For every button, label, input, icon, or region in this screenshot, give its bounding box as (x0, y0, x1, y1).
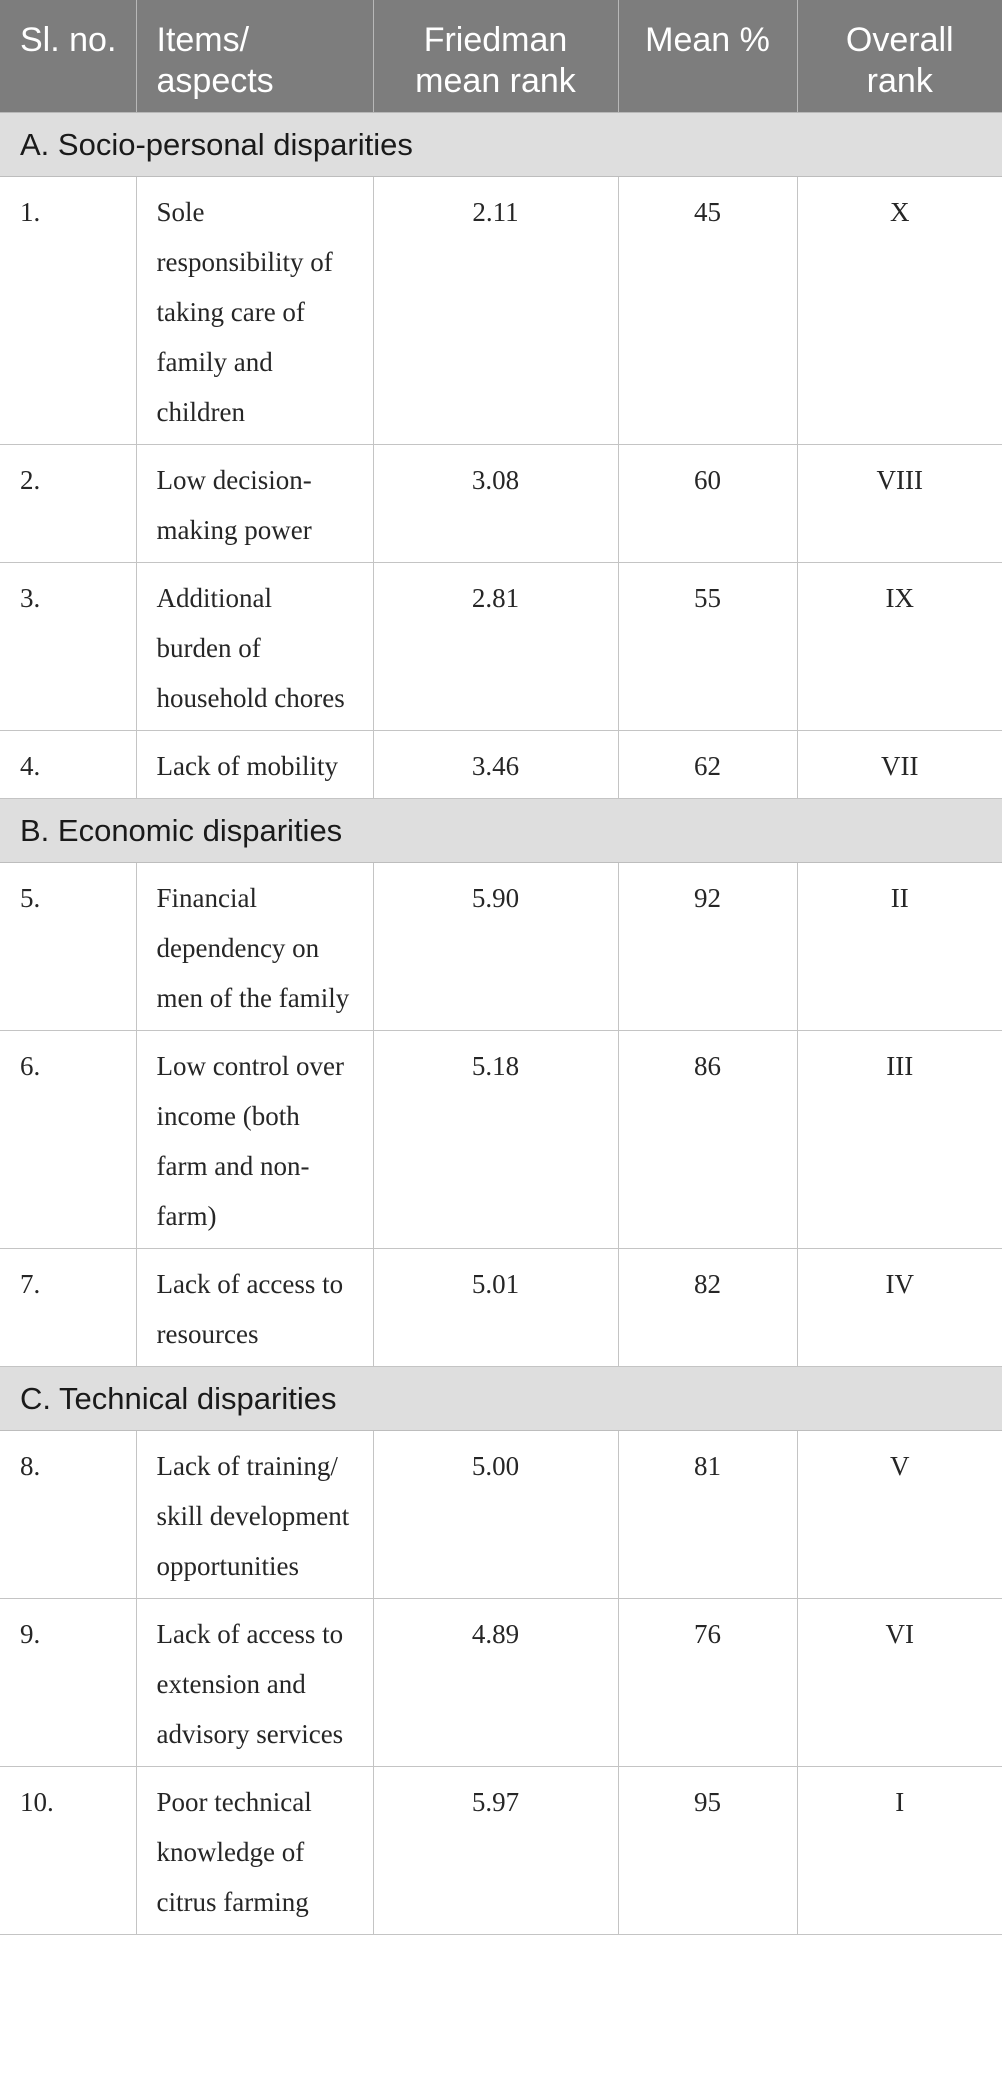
friedman-cell: 2.81 (373, 563, 618, 731)
mean-cell: 86 (618, 1031, 797, 1249)
friedman-cell: 2.11 (373, 177, 618, 445)
friedman-cell: 3.08 (373, 445, 618, 563)
mean-cell: 81 (618, 1431, 797, 1599)
table-header (0, 0, 1002, 113)
sl-no-cell: 9. (0, 1599, 136, 1767)
item-cell: Sole responsibility of taking care of family and children (136, 177, 373, 445)
mean-cell: 62 (618, 731, 797, 799)
table-row (0, 177, 1002, 445)
header-sl-no: Sl. no. (0, 0, 136, 113)
sl-no-cell: 5. (0, 863, 136, 1031)
sl-no-cell: 4. (0, 731, 136, 799)
table-row (0, 1249, 1002, 1367)
item-cell: Additional burden of household chores (136, 563, 373, 731)
rank-cell: I (797, 1767, 1002, 1935)
mean-cell: 95 (618, 1767, 797, 1935)
sl-no-cell: 7. (0, 1249, 136, 1367)
section-row-economic (0, 799, 1002, 863)
table-row (0, 1431, 1002, 1599)
rank-cell: III (797, 1031, 1002, 1249)
sl-no-cell: 2. (0, 445, 136, 563)
item-cell: Low control over income (both farm and non-farm) (136, 1031, 373, 1249)
table-body (0, 113, 1002, 1935)
mean-cell: 76 (618, 1599, 797, 1767)
table-row (0, 731, 1002, 799)
item-cell: Financial dependency on men of the family (136, 863, 373, 1031)
table-row (0, 445, 1002, 563)
rank-cell: II (797, 863, 1002, 1031)
table-row (0, 1767, 1002, 1935)
table-row (0, 563, 1002, 731)
friedman-cell: 3.46 (373, 731, 618, 799)
friedman-cell: 4.89 (373, 1599, 618, 1767)
header-friedman-mean-rank: Friedman mean rank (373, 0, 618, 113)
rank-cell: X (797, 177, 1002, 445)
section-title: A. Socio-personal disparities (0, 113, 1002, 177)
table-row (0, 1031, 1002, 1249)
item-cell: Lack of access to extension and advisory services (136, 1599, 373, 1767)
mean-cell: 82 (618, 1249, 797, 1367)
item-cell: Low decision-making power (136, 445, 373, 563)
mean-cell: 92 (618, 863, 797, 1031)
friedman-cell: 5.00 (373, 1431, 618, 1599)
section-title: B. Economic disparities (0, 799, 1002, 863)
rank-cell: IX (797, 563, 1002, 731)
friedman-cell: 5.01 (373, 1249, 618, 1367)
sl-no-cell: 1. (0, 177, 136, 445)
section-title: C. Technical disparities (0, 1367, 1002, 1431)
sl-no-cell: 10. (0, 1767, 136, 1935)
section-row-technical (0, 1367, 1002, 1431)
table-row (0, 1599, 1002, 1767)
section-row-socio-personal (0, 113, 1002, 177)
mean-cell: 60 (618, 445, 797, 563)
sl-no-cell: 3. (0, 563, 136, 731)
rank-cell: VII (797, 731, 1002, 799)
mean-cell: 45 (618, 177, 797, 445)
sl-no-cell: 6. (0, 1031, 136, 1249)
rank-cell: VI (797, 1599, 1002, 1767)
rank-cell: V (797, 1431, 1002, 1599)
mean-cell: 55 (618, 563, 797, 731)
item-cell: Lack of training/ skill development opportunities (136, 1431, 373, 1599)
sl-no-cell: 8. (0, 1431, 136, 1599)
friedman-cell: 5.97 (373, 1767, 618, 1935)
header-mean-percent: Mean % (618, 0, 797, 113)
rank-cell: VIII (797, 445, 1002, 563)
header-items: Items/ aspects (136, 0, 373, 113)
header-row (0, 0, 1002, 113)
item-cell: Lack of mobility (136, 731, 373, 799)
header-overall-rank: Overall rank (797, 0, 1002, 113)
rank-cell: IV (797, 1249, 1002, 1367)
friedman-cell: 5.18 (373, 1031, 618, 1249)
friedman-cell: 5.90 (373, 863, 618, 1031)
item-cell: Poor technical knowledge of citrus farming (136, 1767, 373, 1935)
item-cell: Lack of access to resources (136, 1249, 373, 1367)
table-row (0, 863, 1002, 1031)
